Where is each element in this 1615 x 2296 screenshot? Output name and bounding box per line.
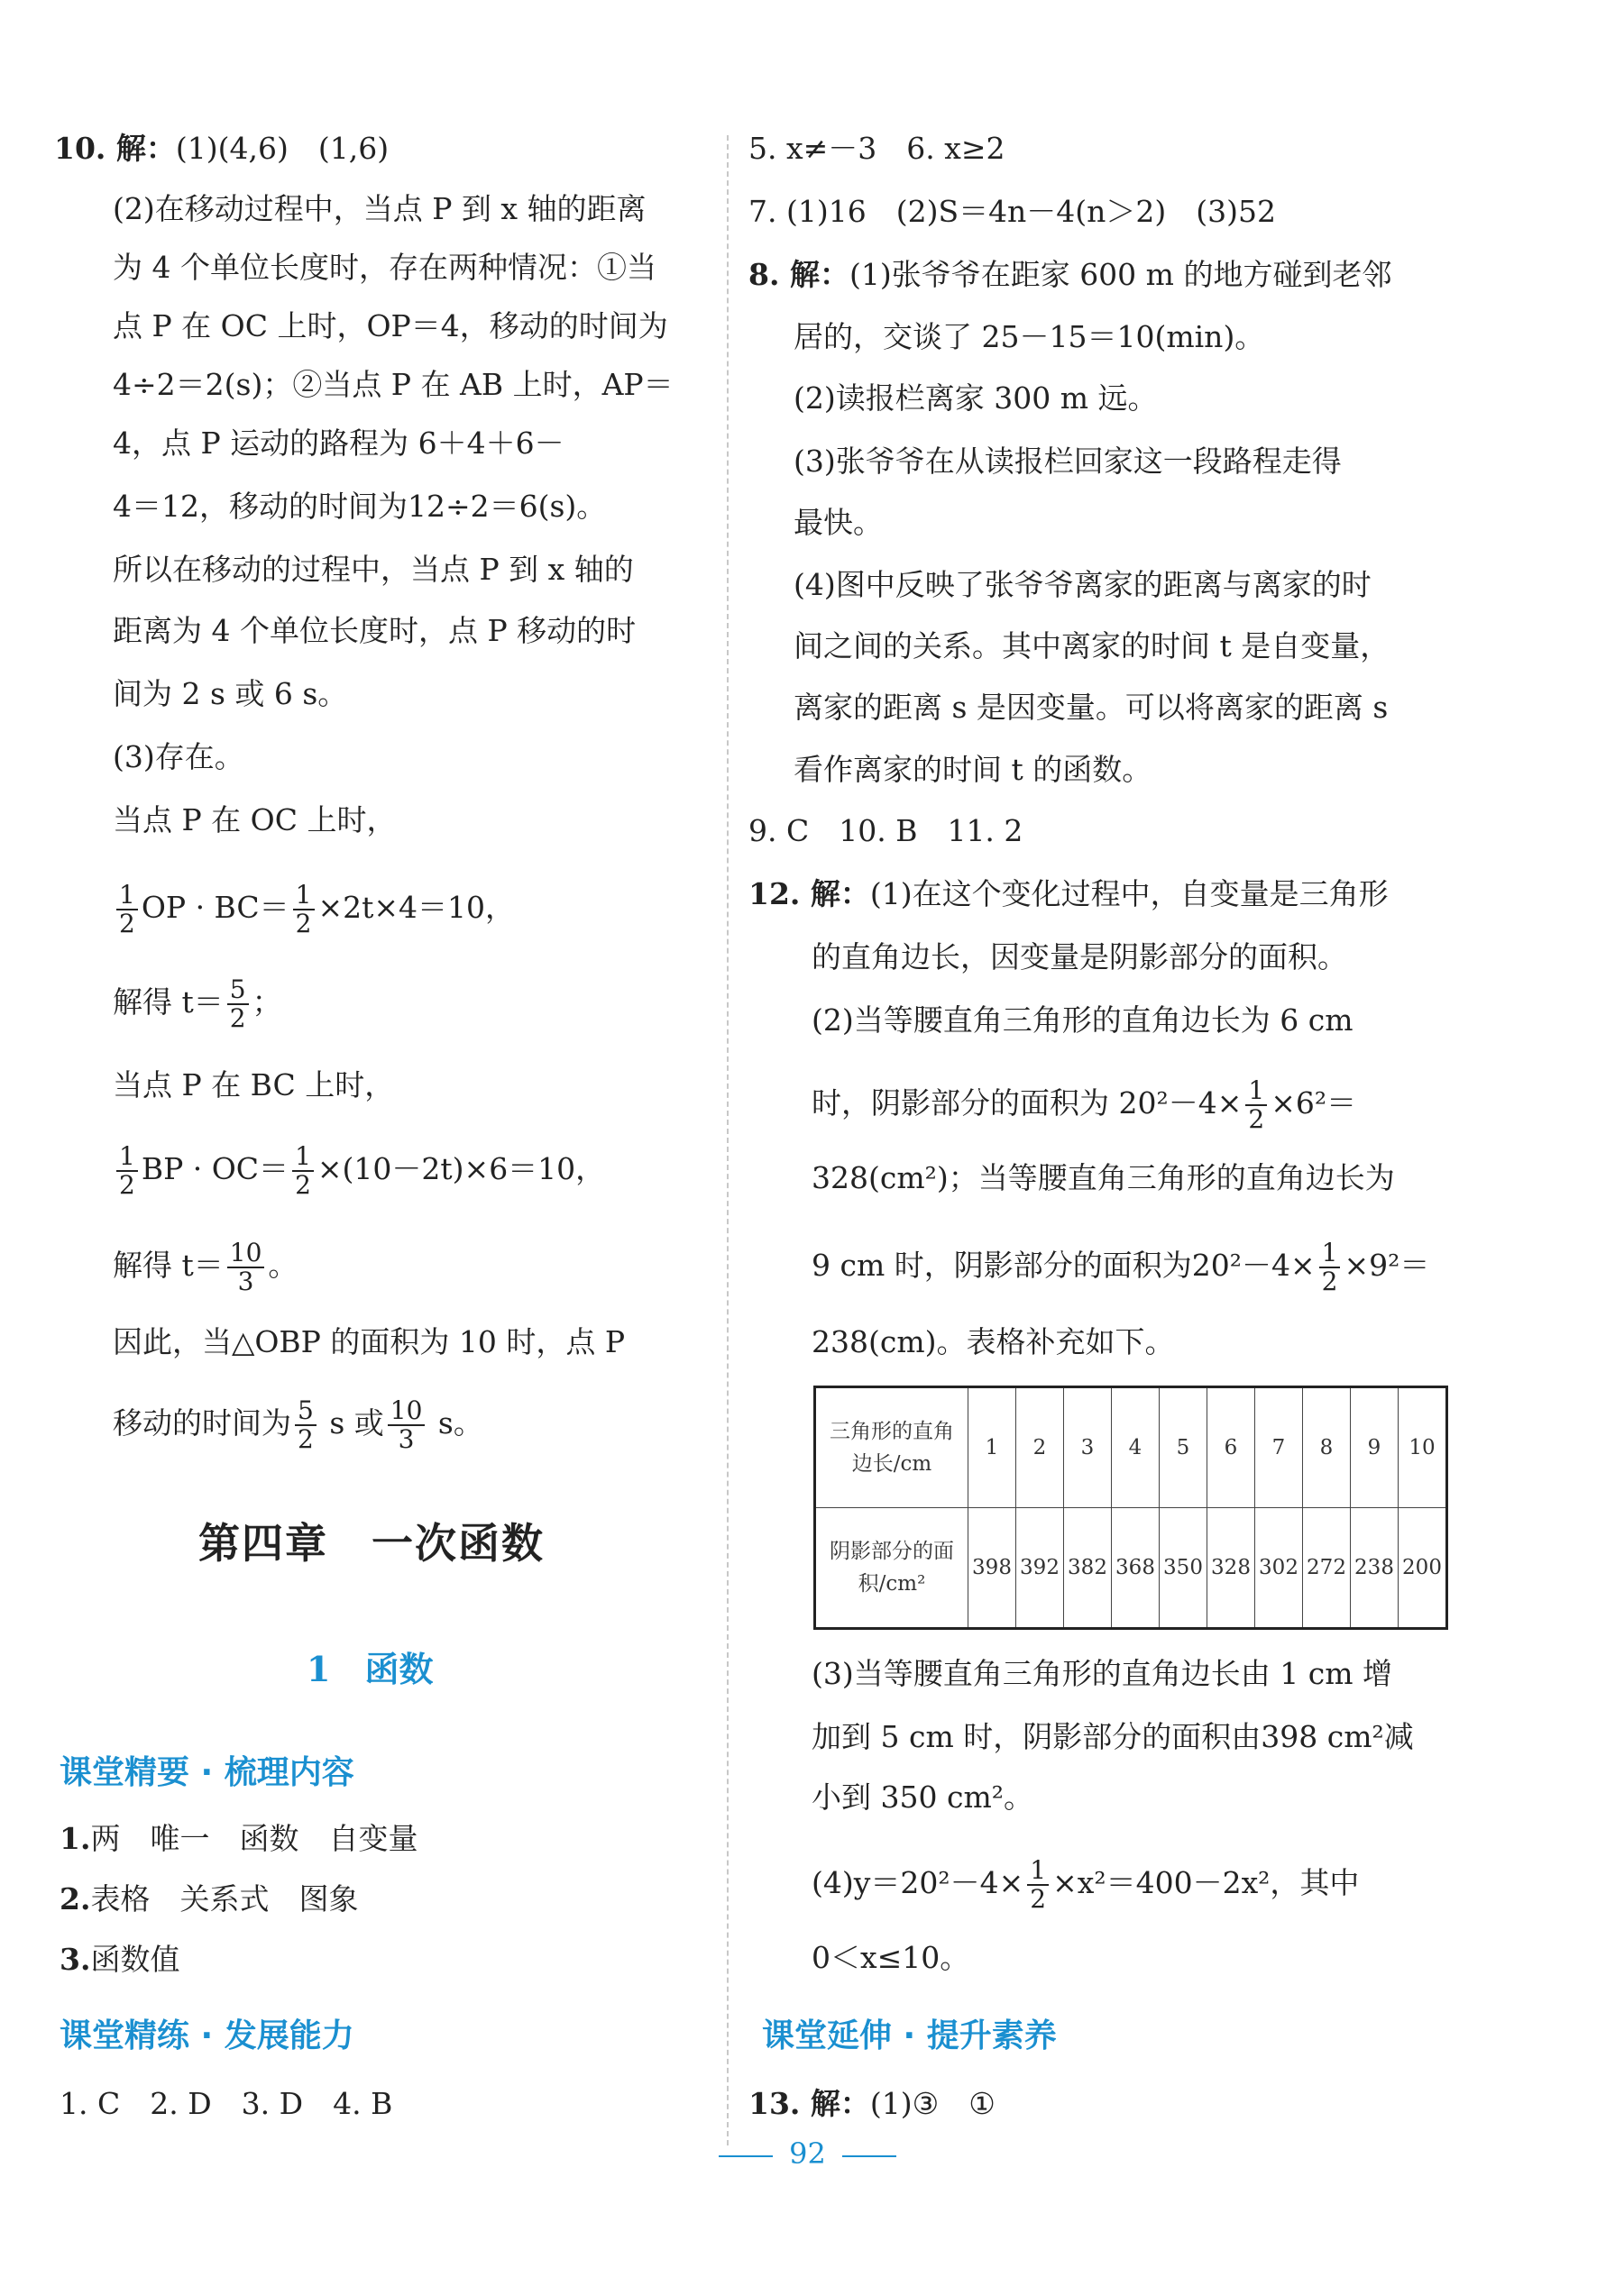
q10-line-6: 4，点 P 运动的路程为 6＋4＋6－ — [113, 425, 564, 461]
page-footer — [0, 2136, 1615, 2171]
q12-line-2: 的直角边长，因变量是阴影部分的面积。 — [812, 939, 1347, 974]
column-divider — [727, 135, 729, 2145]
equation-2: 解得 t＝ $\frac{5}{2}$ ； — [113, 974, 282, 1033]
section-number: 1 — [307, 1649, 331, 1689]
table-cell: 6 — [1207, 1387, 1255, 1508]
q8-line-9: 看作离家的时间 t 的函数。 — [794, 752, 1152, 787]
q12-line-5: 328(cm²)；当等腰直角三角形的直角边长为 — [812, 1160, 1395, 1195]
table-cell: 5 — [1160, 1387, 1207, 1508]
answers-9-11: 9. C 10. B 11. 2 — [748, 813, 1023, 848]
table-cell: 382 — [1064, 1508, 1112, 1629]
q13-line-1: 13. 解：(1)③ ① — [748, 2086, 996, 2121]
table-row-header: 阴影部分的面积/cm² — [815, 1508, 968, 1629]
equation-4: 解得 t＝ $\frac{10}{3}$ 。 — [113, 1238, 298, 1296]
table-row — [815, 1387, 1447, 1508]
q8-line-2: 居的，交谈了 25－15＝10(min)。 — [794, 319, 1265, 354]
answers-5-6: 5. x≠－3 6. x≥2 — [748, 131, 1005, 166]
fraction: $\frac{1}{2}$ — [116, 882, 138, 938]
fraction: $\frac{5}{2}$ — [295, 1397, 317, 1453]
answer-7: 7. (1)16 (2)S＝4n－4(n＞2) (3)52 — [748, 194, 1277, 229]
table-cell: 350 — [1160, 1508, 1207, 1629]
fraction: $\frac{1}{2}$ — [1245, 1077, 1267, 1133]
q10-line-4: 点 P 在 OC 上时，OP＝4，移动的时间为 — [113, 308, 668, 343]
q8-line-8: 离家的距离 s 是因变量。可以将离家的距离 s — [794, 690, 1389, 725]
fraction: $\frac{1}{2}$ — [292, 1143, 314, 1199]
q8-line-3: (2)读报栏离家 300 m 远。 — [794, 380, 1158, 416]
answers-1-4: 1. C 2. D 3. D 4. B — [60, 2086, 393, 2121]
fraction: $\frac{1}{2}$ — [1319, 1239, 1341, 1295]
table-cell: 302 — [1255, 1508, 1303, 1629]
fraction: $\frac{1}{2}$ — [293, 882, 315, 938]
q13-label: 13. 解： — [748, 2086, 870, 2121]
footer-dash-right — [842, 2155, 896, 2157]
q12-line-1: 12. 解：(1)在这个变化过程中，自变量是三角形 — [748, 876, 1389, 911]
table-cell: 200 — [1399, 1508, 1447, 1629]
q8-line-4: (3)张爷爷在从读报栏回家这一段路程走得 — [794, 444, 1342, 479]
heading-classroom-essentials: 课堂精要 · 梳理内容 — [60, 1754, 354, 1791]
table-cell: 7 — [1255, 1387, 1303, 1508]
table-cell: 238 — [1351, 1508, 1399, 1629]
q8-line-7: 间之间的关系。其中离家的时间 t 是自变量， — [794, 628, 1390, 663]
q10-line-9: 距离为 4 个单位长度时，点 P 移动的时 — [113, 613, 637, 648]
q10-line-5: 4÷2＝2(s)；②当点 P 在 AB 上时，AP＝ — [113, 367, 674, 402]
table-cell: 4 — [1112, 1387, 1160, 1508]
data-table — [813, 1386, 1448, 1630]
table-cell: 368 — [1112, 1508, 1160, 1629]
fraction: $\frac{10}{3}$ — [388, 1397, 426, 1453]
q8-line-1: 8. 解：(1)张爷爷在距家 600 m 的地方碰到老邻 — [748, 257, 1392, 292]
q12-line-12: 0＜x≤10。 — [812, 1940, 970, 1975]
q10-line-10: 间为 2 s 或 6 s。 — [113, 676, 348, 711]
table-cell: 398 — [968, 1508, 1016, 1629]
knowledge-1: 1.两 唯一 函数 自变量 — [60, 1821, 418, 1856]
q10-line-12: 当点 P 在 OC 上时， — [113, 802, 397, 837]
fraction: $\frac{1}{2}$ — [116, 1143, 138, 1199]
q10-label: 10. 解： — [54, 131, 176, 166]
table-cell: 328 — [1207, 1508, 1255, 1629]
q10-line-3: 为 4 个单位长度时，存在两种情况：①当 — [113, 250, 656, 285]
fraction: $\frac{10}{3}$ — [227, 1239, 265, 1295]
q12-line-10: 小到 350 cm²。 — [812, 1779, 1033, 1815]
q12-line-8: (3)当等腰直角三角形的直角边长由 1 cm 增 — [812, 1656, 1392, 1691]
heading-classroom-extension: 课堂延伸 · 提升素养 — [762, 2017, 1057, 2054]
q8-line-6: (4)图中反映了张爷爷离家的距离与离家的时 — [794, 567, 1372, 602]
q12-label: 12. 解： — [748, 876, 870, 911]
table-cell: 392 — [1016, 1508, 1064, 1629]
q10-line-15: 当点 P 在 BC 上时， — [113, 1067, 395, 1102]
page-number: 92 — [789, 2136, 826, 2171]
q8-line-5: 最快。 — [794, 505, 883, 540]
q10-line-1: 10. 解：(1)(4,6) (1,6) — [54, 131, 390, 166]
table-cell: 272 — [1303, 1508, 1351, 1629]
q12-line-7: 238(cm)。表格补充如下。 — [812, 1324, 1175, 1359]
table-cell: 10 — [1399, 1387, 1447, 1508]
q10-line-18: 因此，当△OBP 的面积为 10 时，点 P — [113, 1324, 626, 1359]
table-cell: 2 — [1016, 1387, 1064, 1508]
q12-line-3: (2)当等腰直角三角形的直角边长为 6 cm — [812, 1002, 1353, 1038]
table-row — [815, 1508, 1447, 1629]
footer-dash-left — [719, 2155, 773, 2157]
section-title: 1 函数 — [307, 1649, 434, 1689]
table-cell: 9 — [1351, 1387, 1399, 1508]
q10-line-11: (3)存在。 — [113, 739, 244, 774]
q10-line-2: (2)在移动过程中，当点 P 到 x 轴的距离 — [113, 191, 647, 226]
q10-line-7: 4＝12，移动的时间为12÷2＝6(s)。 — [113, 489, 607, 524]
table-row-header: 三角形的直角边长/cm — [815, 1387, 968, 1508]
q12-line-6: 9 cm 时，阴影部分的面积为20²－4× $\frac{1}{2}$ ×9²＝ — [812, 1238, 1430, 1296]
fraction: $\frac{1}{2}$ — [1027, 1857, 1049, 1913]
fraction: $\frac{5}{2}$ — [227, 976, 249, 1032]
q12-line-4: 时，阴影部分的面积为 20²－4× $\frac{1}{2}$ ×6²＝ — [812, 1075, 1357, 1134]
equation-5: 移动的时间为 $\frac{5}{2}$ s 或 $\frac{10}{3}$ s。 — [113, 1395, 483, 1454]
q8-label: 8. 解： — [748, 257, 849, 292]
table-cell: 8 — [1303, 1387, 1351, 1508]
knowledge-2: 2.表格 关系式 图象 — [60, 1881, 359, 1916]
equation-3: $\frac{1}{2}$ BP · OC＝ $\frac{1}{2}$ ×(10－2t)×6＝10， — [113, 1143, 605, 1199]
q12-line-11: (4)y＝20²－4× $\frac{1}{2}$ ×x²＝400－2x²，其中 — [812, 1855, 1360, 1914]
heading-classroom-practice: 课堂精练 · 发展能力 — [60, 2017, 354, 2054]
q12-line-9: 加到 5 cm 时，阴影部分的面积由398 cm²减 — [812, 1719, 1414, 1754]
q10-line-8: 所以在移动的过程中，当点 P 到 x 轴的 — [113, 552, 634, 587]
knowledge-3: 3.函数值 — [60, 1942, 180, 1977]
table-cell: 3 — [1064, 1387, 1112, 1508]
table-cell: 1 — [968, 1387, 1016, 1508]
equation-1: $\frac{1}{2}$ OP · BC＝ $\frac{1}{2}$ ×2t×4＝10， — [113, 882, 515, 938]
chapter-title: 第四章 一次函数 — [198, 1519, 545, 1568]
